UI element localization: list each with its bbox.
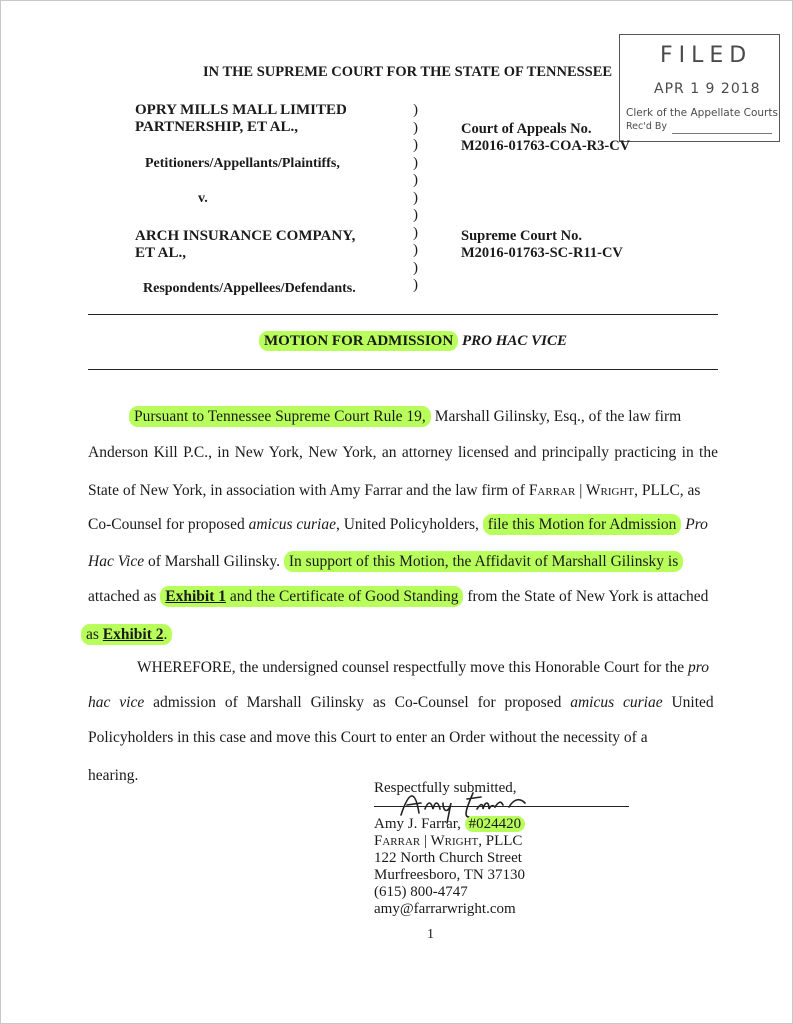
para1-line-3: State of New York, in association with Amy Farrar and the law firm of Farrar | Wright, PLLC, as [88,482,701,499]
sc-label: Supreme Court No. [461,228,582,244]
signer-line [374,816,525,833]
coa-number: M2016-01763-COA-R3-CV [461,138,631,154]
para1-line-2: Anderson Kill P.C., in New York, New York, an attorney licensed and principally practicing in the [88,444,718,461]
highlight-rule19: Pursuant to Tennessee Supreme Court Rule 19, [129,406,431,427]
court-title: IN THE SUPREME COURT FOR THE STATE OF TENNESSEE [203,64,613,80]
closing: Respectfully submitted, [374,780,517,796]
stamp-date: APR 1 9 2018 [654,81,761,97]
petitioner-line-2: PARTNERSHIP, ET AL., [135,119,298,135]
petitioner-line-1: OPRY MILLS MALL LIMITED [135,102,347,118]
respondent-line-1: ARCH INSURANCE COMPANY, [135,228,356,244]
para2-line-3: Policyholders in this case and move this Court to enter an Order without the necessity of a [88,729,648,746]
sc-number: M2016-01763-SC-R11-CV [461,245,623,261]
stamp-filed-label: FILED [660,43,753,68]
signer-firm: Farrar | Wright, PLLC [374,833,523,849]
highlight-affidavit: In support of this Motion, the Affidavit of Marshall Gilinsky is [284,551,683,572]
page-number: 1 [427,927,434,942]
respondent-role: Respondents/Appellees/Defendants. [143,281,356,296]
coa-block [461,121,630,155]
stamp-received-line [672,133,772,134]
para1-line-5: Hac Vice of Marshall Gilinsky. In support of this Motion, the Affidavit of Marshall Gilinsky is [88,552,718,571]
para1-line-4: Co-Counsel for proposed amicus curiae, United Policyholders, file this Motion for Admission Pro [88,516,708,533]
motion-title [259,333,567,350]
petitioner-name [135,102,347,136]
highlight-exhibit-1: Exhibit 1 and the Certificate of Good Standing [160,586,463,607]
respondent-line-2: ET AL., [135,245,186,261]
signer-email[interactable]: amy@farrarwright.com [374,901,516,917]
sc-block [461,228,623,262]
para2-line-2: hac vice admission of Marshall Gilinsky as Co-Counsel for proposed amicus curiae United [88,694,714,711]
coa-label: Court of Appeals No. [461,121,592,137]
firm-name-inline: Farrar | Wright [528,482,635,499]
para2-line-4: hearing. [88,767,139,784]
petitioner-role: Petitioners/Appellants/Plaintiffs, [145,156,340,171]
exhibit-1-link: Exhibit 1 [165,588,227,605]
signature-line [374,806,629,807]
caption-parens: ) ) ) ) ) ) ) ) ) ) ) [413,102,418,293]
highlight-bar-number: #024420 [465,816,526,832]
motion-title-italic: PRO HAC VICE [461,333,567,349]
respondent-name [135,228,355,262]
highlight-exhibit-2: as Exhibit 2. [81,624,172,645]
signer-phone: (615) 800-4747 [374,884,468,900]
bottom-rule [88,369,718,370]
signer-street: 122 North Church Street [374,850,522,866]
motion-title-main: MOTION FOR ADMISSION [259,331,458,351]
para1-line-7 [81,625,711,644]
stamp-received-by: Rec'd By [626,121,668,132]
stamp-clerk: Clerk of the Appellate Courts [626,107,778,119]
filed-stamp [619,34,780,142]
para1-line-1: Pursuant to Tennessee Supreme Court Rule 19, Marshall Gilinsky, Esq., of the law firm [129,407,718,426]
para2-line-1: WHEREFORE, the undersigned counsel respectfully move this Honorable Court for the pro [137,659,709,676]
top-rule [88,314,718,315]
highlight-file-motion: file this Motion for Admission [483,514,682,535]
para1-line-6: attached as Exhibit 1 and the Certificate of Good Standing from the State of New York is attached [88,588,709,605]
exhibit-2-link: Exhibit 2 [102,626,164,643]
signer-city: Murfreesboro, TN 37130 [374,867,525,883]
versus: v. [198,191,208,206]
signer-name: Amy J. Farrar, [374,816,461,832]
